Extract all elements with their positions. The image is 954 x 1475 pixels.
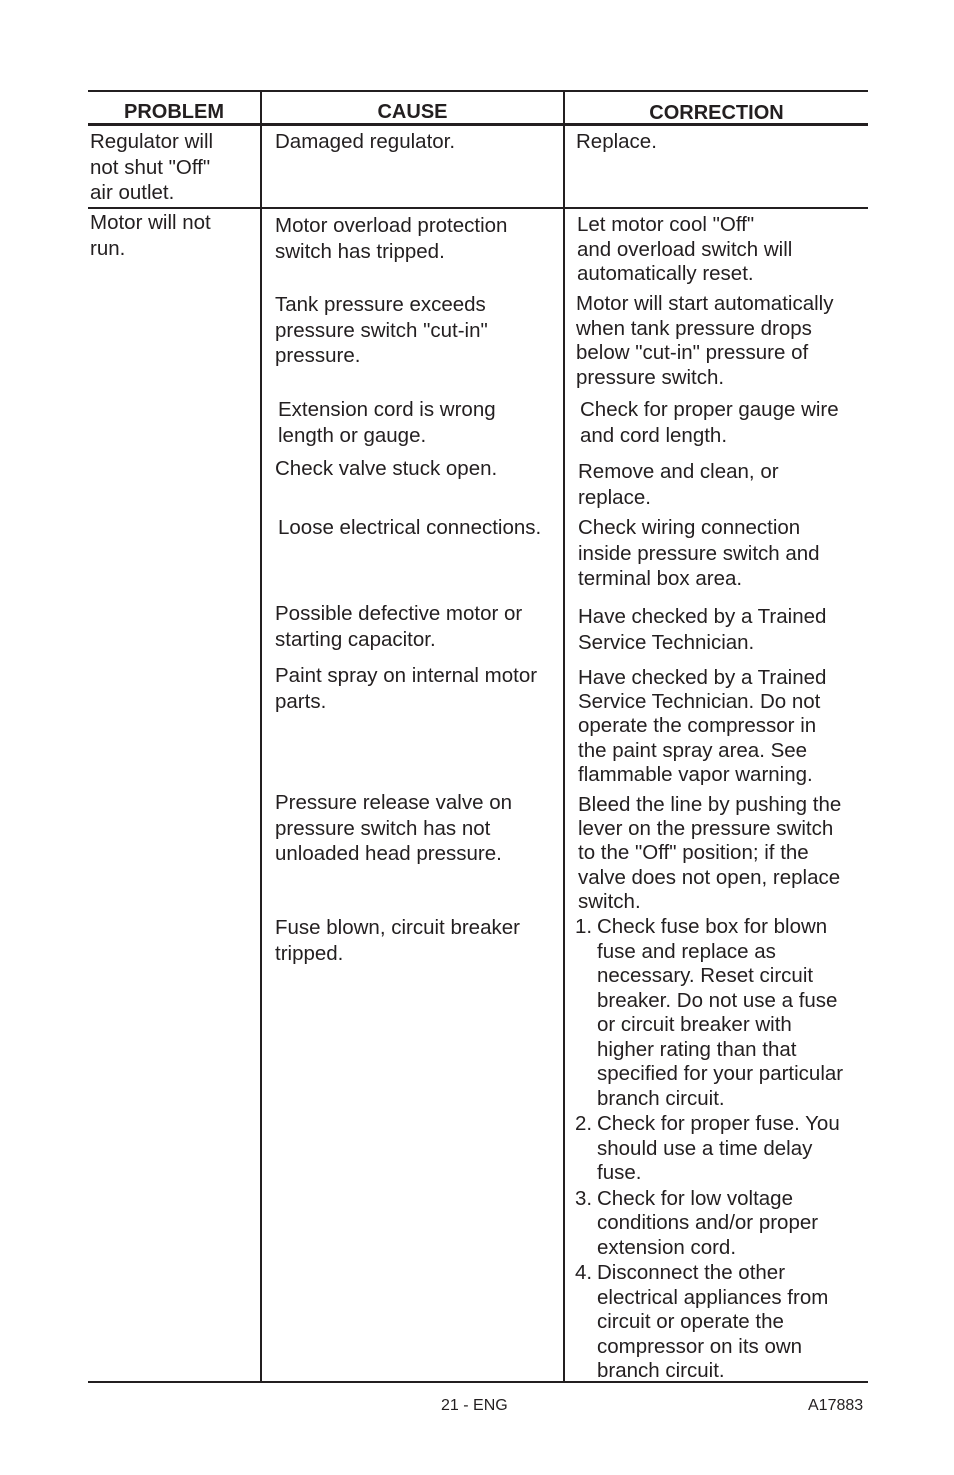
- step-number: 3.: [575, 1186, 593, 1210]
- list-item: [575, 915, 867, 1111]
- list-item: [575, 1187, 867, 1261]
- correction-check-valve: Remove and clean, or replace.: [578, 460, 779, 509]
- cause-pressure-release-valve: Pressure release valve on pressure switch has not unloaded head pressure.: [275, 791, 513, 865]
- row1-problem: Regulator will not shut "Off" air outlet.: [90, 130, 214, 204]
- table-top-rule: [88, 90, 868, 92]
- correction-defective-motor: Have checked by a Trained Service Technician.: [578, 605, 827, 654]
- header-correction: CORRECTION: [649, 102, 784, 124]
- list-item: [575, 1261, 867, 1384]
- correction-extension-cord: Check for proper gauge wire and cord length.: [580, 398, 839, 447]
- document-code: A17883: [808, 1397, 864, 1414]
- row-divider-rule: [88, 207, 868, 209]
- step-number: 1.: [575, 915, 593, 938]
- row2-problem: Motor will not run.: [90, 211, 211, 260]
- correction-pressure-release-valve: Bleed the line by pushing the lever on the pressure switch to the "Off" position; if the valve does not open, replace switch.: [578, 793, 842, 913]
- step-text: Check for low voltage conditions and/or proper extension cord.: [597, 1186, 819, 1259]
- column-divider-left: [260, 90, 262, 1383]
- correction-fuse-steps: [575, 915, 867, 1385]
- cause-fuse-blown: Fuse blown, circuit breaker tripped.: [275, 916, 520, 965]
- cause-overload-switch: Motor overload protection switch has tripped.: [275, 214, 508, 263]
- cause-loose-connections: Loose electrical connections.: [278, 516, 542, 539]
- list-item: [575, 1112, 867, 1186]
- cause-extension-cord: Extension cord is wrong length or gauge.: [278, 398, 496, 447]
- correction-overload-switch: Let motor cool "Off" and overload switch will automatically reset.: [577, 213, 793, 285]
- step-number: 2.: [575, 1112, 593, 1135]
- correction-tank-pressure: Motor will start automatically when tank pressure drops below "cut-in" pressure of pressure switch.: [576, 292, 834, 389]
- header-problem: PROBLEM: [124, 101, 224, 123]
- correction-paint-spray: Have checked by a Trained Service Technician. Do not operate the compressor in the paint spray area. See flammable vapor warning.: [578, 666, 827, 786]
- step-number: 4.: [575, 1261, 593, 1284]
- cause-tank-pressure: Tank pressure exceeds pressure switch "cut-in" pressure.: [275, 293, 488, 367]
- row1-cause: Damaged regulator.: [275, 130, 456, 153]
- row1-correction: Replace.: [576, 130, 657, 153]
- column-divider-right: [563, 90, 565, 1383]
- correction-loose-connections: Check wiring connection inside pressure switch and terminal box area.: [578, 516, 820, 590]
- cause-paint-spray: Paint spray on internal motor parts.: [275, 664, 538, 713]
- header-cause: CAUSE: [377, 101, 448, 123]
- step-text: Check fuse box for blown fuse and replace as necessary. Reset circuit breaker. Do not use a fuse or circuit breaker with higher rating than that specified for your particular branch circuit.: [597, 915, 844, 1110]
- cause-defective-motor: Possible defective motor or starting capacitor.: [275, 602, 523, 651]
- step-text: Disconnect the other electrical appliances from circuit or operate the compressor on its own branch circuit.: [597, 1261, 829, 1382]
- step-text: Check for proper fuse. You should use a time delay fuse.: [597, 1112, 840, 1184]
- cause-check-valve: Check valve stuck open.: [275, 457, 498, 480]
- page-number: 21 - ENG: [441, 1397, 508, 1414]
